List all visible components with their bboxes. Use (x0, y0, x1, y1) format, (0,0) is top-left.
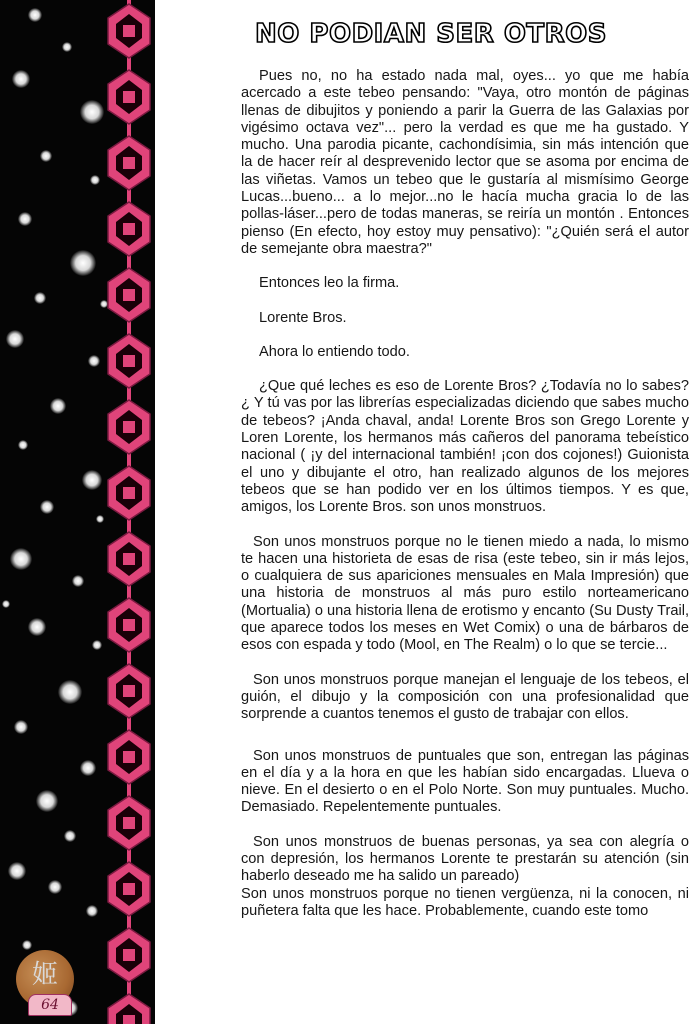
paragraph: Son unos monstruos porque no tienen vergüenza, ni la conocen, ni puñetera falta que les hace. Probablemente, cuando este tomo (241, 885, 689, 919)
ornament-motif (108, 136, 150, 190)
paragraph: Pues no, no ha estado nada mal, oyes... yo que me había acercado a este tebeo pensando: "Vaya, otro montón de páginas llenas de dibujitos y poniendo a parir la Guerra de las Galaxias por vigésimo octava vez"... pero la verdad es que me ha gustado. Y mucho. Una parodia picante, cachondísimia, sin más intención que la de hacer reír al desprevenido lector que se asoma por encima de las viñetas. Vamos un tebeo que le gustaría al mismísimo George Lucas...bueno... a lo mejor...no le hacía mucha gracia lo de las pollas-láser...pero de todas maneras, se reiría un montón . Entonces pienso (En efecto, hoy estoy muy pensativo): "¿Quién será el autor de semejante obra maestra?" (241, 68, 689, 257)
paragraph: Son unos monstruos porque no le tienen miedo a nada, lo mismo te hacen una historieta de esas de risa (este tebeo, sin ir más lejos, o cualquiera de sus apariciones mensuales en Mala Impresión) que una historia de monstruos al más puro estilo norteamericano (Mortualia) o una historia llena de erotismo y encanto (Su Dusty Trail, que aparece todos los meses en Wet Comix) o una de bárbaros de esos con espada y todo (Mool, en The Realm) o lo que se tercie... (241, 533, 689, 654)
star (86, 905, 98, 917)
article-body (241, 68, 689, 920)
paragraph: Ahora lo entiendo todo. (259, 343, 410, 360)
star (58, 680, 82, 704)
star (90, 175, 100, 185)
star (6, 330, 24, 348)
ornament-motif (108, 598, 150, 652)
ornament-motif (108, 202, 150, 256)
star (12, 70, 30, 88)
page-number: 64 (41, 997, 59, 1013)
star (14, 720, 28, 734)
star (40, 500, 54, 514)
star (22, 940, 32, 950)
ornament-motif (108, 928, 150, 982)
page-content (155, 0, 698, 1024)
star (2, 600, 10, 608)
star (34, 292, 46, 304)
paragraph: Son unos monstruos de puntuales que son, entregan las páginas en el día y a la hora en que les habían sido encargadas. Llueva o nieve. En el desierto o en el Polo Norte. Son muy puntuales. Mucho. Demasiado. Repelentemente puntuales. (241, 747, 689, 816)
star (48, 880, 62, 894)
ornament-motif (108, 532, 150, 586)
paragraph: Son unos monstruos porque manejan el lenguaje de los tebeos, el guión, el dibujo y la composición con una profesionalidad que sorprende a cuantos tenemos el gusto de trabajar con ellos. (241, 671, 689, 723)
star (88, 355, 100, 367)
paragraph: Lorente Bros. (259, 309, 347, 326)
ornament-motif (108, 334, 150, 388)
star (72, 575, 84, 587)
star (64, 830, 76, 842)
star (80, 760, 96, 776)
article-title: NO PODIAN SER OTROS (255, 19, 608, 49)
ornament-motif (108, 4, 150, 58)
ornament-motif (108, 994, 150, 1024)
ornament-motif (108, 466, 150, 520)
star (80, 100, 104, 124)
star (8, 862, 26, 880)
star (40, 150, 52, 162)
star (10, 548, 32, 570)
ornament-motif (108, 70, 150, 124)
starfield-sidebar (0, 0, 155, 1024)
star (18, 212, 32, 226)
paragraph: Entonces leo la firma. (259, 275, 400, 292)
ornament-motif (108, 730, 150, 784)
paragraph: Son unos monstruos de buenas personas, ya sea con alegría o con depresión, los hermanos Lorente te prestarán su atención (sin haberlo deseado me ha salido un pareado) (241, 833, 689, 885)
logo-glyph: 姬 (31, 960, 58, 990)
star (62, 42, 72, 52)
ornament-motif (108, 400, 150, 454)
star (70, 250, 96, 276)
ornament-motif (108, 862, 150, 916)
star (28, 8, 42, 22)
star (92, 640, 102, 650)
star (28, 618, 46, 636)
page-number-tab (28, 994, 72, 1016)
ornament-motif (108, 796, 150, 850)
ornamental-border (104, 0, 154, 1024)
ornament-motif (108, 268, 150, 322)
ornament-motif (108, 664, 150, 718)
star (96, 515, 104, 523)
star (18, 440, 28, 450)
paragraph: ¿Que qué leches es eso de Lorente Bros? ¿Todavía no lo sabes? ¿ Y tú vas por las librerías especializadas diciendo que sabes mucho de tebeos? ¡Anda chaval, anda! Lorente Bros son Grego Lorente y Loren Lorente, los hermanos más cañeros del panorama tebeístico nacional ( ¡y del internacional también! ¡con dos cojones!) Guionista el uno y dibujante el otro, han realizado algunos de los mejores tebeos que se han podido ver en los últimos tiempos. Y es que, amigos, los Lorente Bros. son unos monstruos. (241, 378, 689, 516)
star (50, 398, 66, 414)
star (36, 790, 58, 812)
star (82, 470, 102, 490)
